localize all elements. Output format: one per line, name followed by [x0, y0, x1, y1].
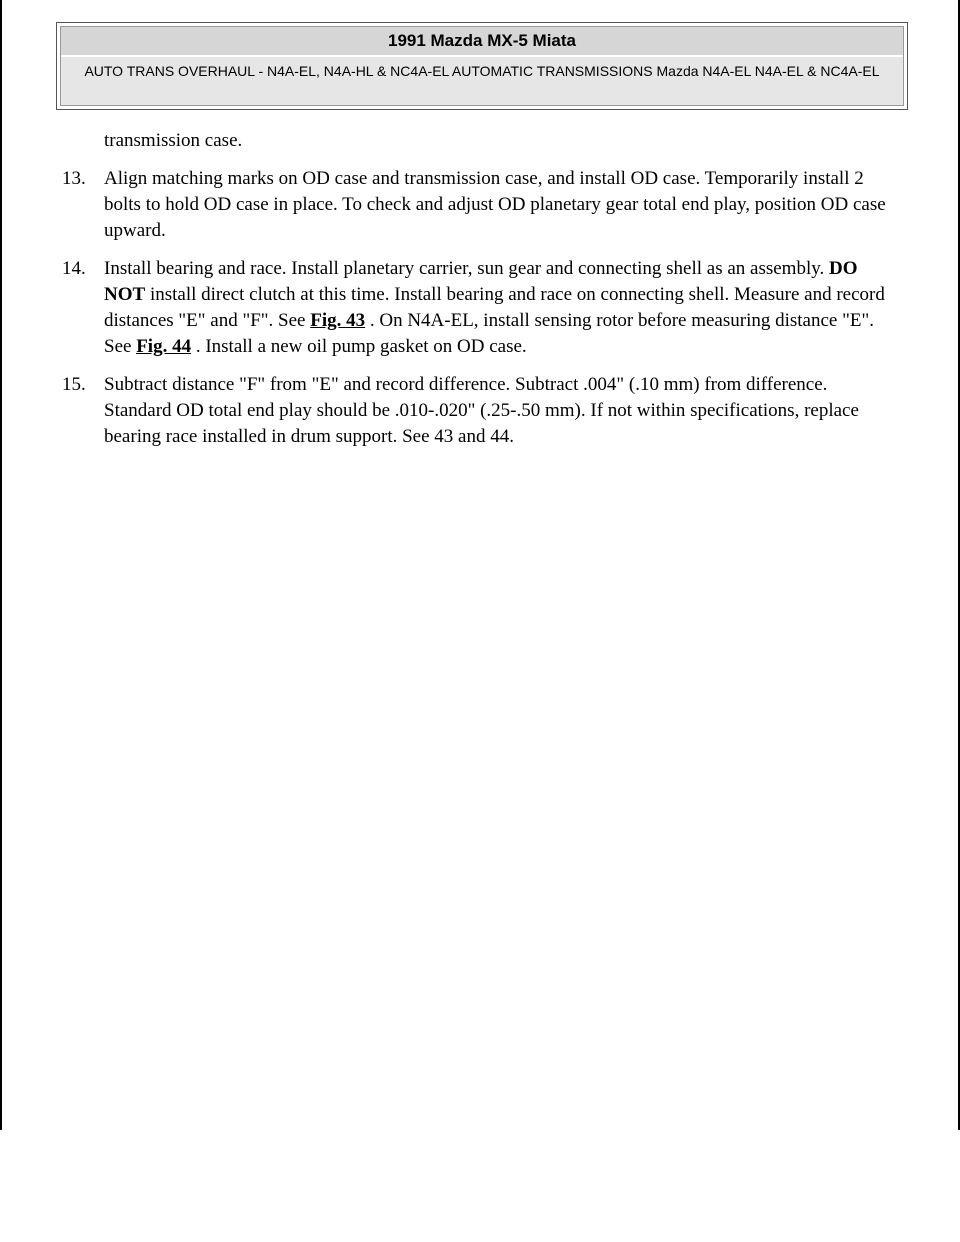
step-text: Align matching marks on OD case and transmission case, and install OD case. Temporarily install 2 bolts to hold OD case in place. To check and adjust OD planetary gear total end play, position OD case upward. [104, 168, 886, 241]
step-text-part: . Install a new oil pump gasket on OD case. [191, 336, 527, 357]
warning-emphasis: DO NOT [104, 258, 858, 305]
step-13 [62, 166, 892, 244]
document-header-inner [60, 26, 904, 106]
figure-44-link[interactable]: Fig. 44 [136, 336, 192, 357]
procedure-content [62, 128, 892, 462]
continuation-text: transmission case. [104, 130, 243, 151]
vehicle-title: 1991 Mazda MX-5 Miata [61, 27, 903, 55]
step-text-part: . On N4A-EL, install sensing rotor before measuring distance "E". See [104, 310, 874, 357]
document-header [56, 22, 908, 110]
step-number: 13. [62, 168, 86, 189]
step-text: Subtract distance "F" from "E" and record difference. Subtract .004" (.10 mm) from difference. Standard OD total end play should be .010-.020" (.25-.50 mm). If not within specifications, replace bearing race installed in drum support. See 43 and 44. [104, 374, 859, 447]
step-text-part: install direct clutch at this time. Install bearing and race on connecting shell. Measure and record distances "E" and "F". See [104, 284, 885, 331]
page-border-left [0, 0, 2, 1130]
step-number: 14. [62, 258, 86, 279]
step-15 [62, 372, 892, 450]
figure-43-link[interactable]: Fig. 43 [310, 310, 366, 331]
section-subtitle: AUTO TRANS OVERHAUL - N4A-EL, N4A-HL & NC4A-EL AUTOMATIC TRANSMISSIONS Mazda N4A-EL N4A-EL & NC4A-EL [61, 57, 903, 105]
step-text-part: Install bearing and race. Install planetary carrier, sun gear and connecting shell as an assembly. [104, 258, 829, 279]
step-14 [62, 256, 892, 360]
step-number: 15. [62, 374, 86, 395]
